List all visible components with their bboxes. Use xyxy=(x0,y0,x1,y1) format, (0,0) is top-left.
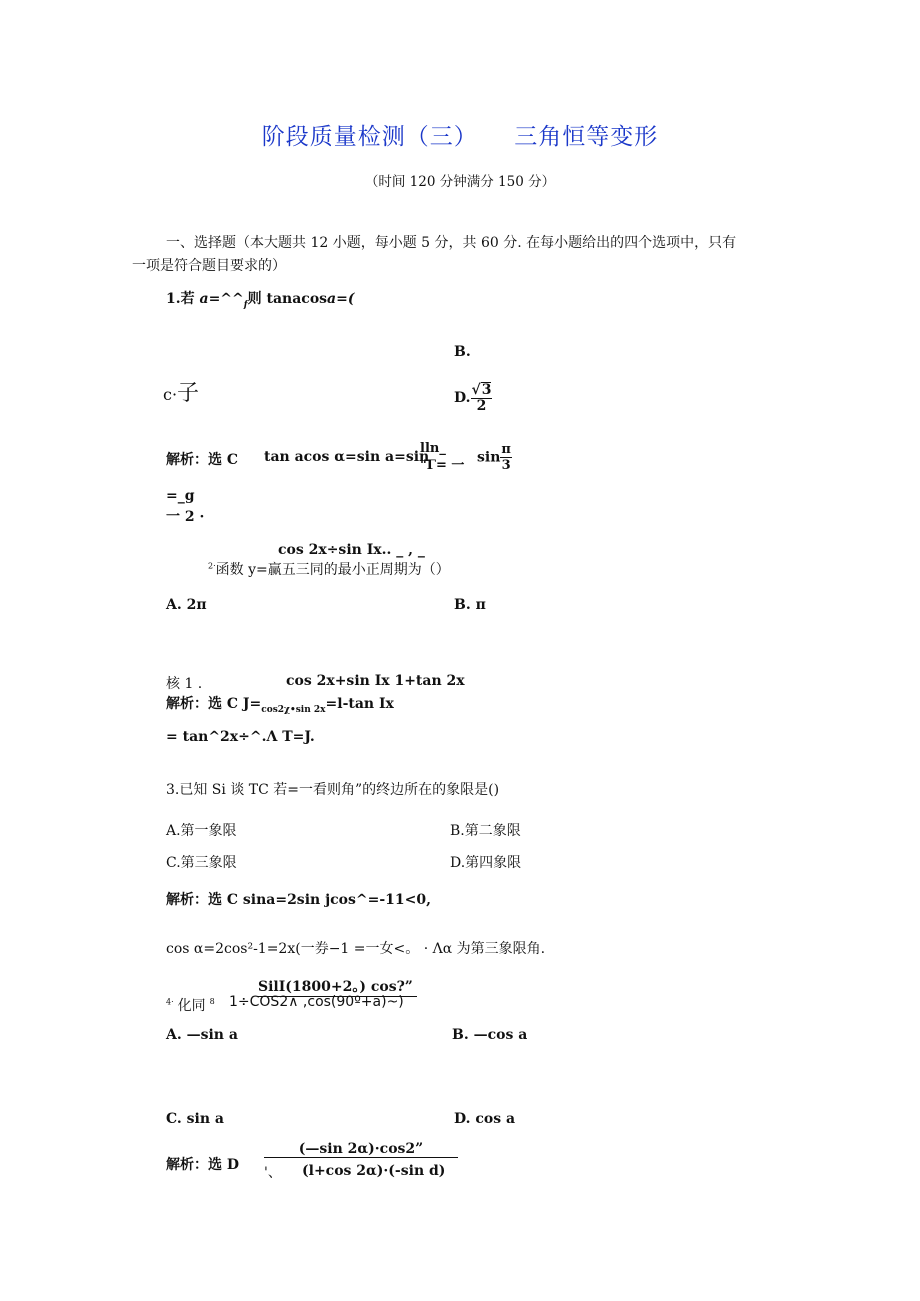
q1-option-b: B. xyxy=(454,344,471,360)
q1-solution-sin: sin $\frac{\pi}{3}$ xyxy=(477,442,511,473)
q4-solution-numerator: (—sin 2α)·cos2” xyxy=(264,1141,458,1158)
q4-option-b: B. —cos a xyxy=(452,1027,528,1043)
q2-option-a: A. 2π xyxy=(166,597,207,613)
q3-option-c: C.第三象限 xyxy=(166,855,237,871)
q3-result: cos α=2cos²-1=2x(一券−1 =一女<。 · Λα 为第三象限角. xyxy=(166,941,546,957)
q4-option-a: A. —sin a xyxy=(166,1027,238,1043)
q1-solution: 解析：选 C xyxy=(166,452,239,468)
q2-stem: $^{2\cdot}$函数 y=赢五三同的最小正周期为（） xyxy=(208,561,450,578)
q3-option-b: B.第二象限 xyxy=(450,823,521,839)
q4-option-d: D. cos a xyxy=(454,1111,516,1127)
section-intro-line2: 一项是符合题目要求的） xyxy=(132,258,286,274)
q4-denominator: 1÷COS2∧ ,cos(90º+a)~) xyxy=(229,994,404,1010)
page-title: 阶段质量检测（三） 三角恒等变形 xyxy=(261,124,659,150)
q1-option-d: D. $\frac{√3}{2}$ xyxy=(454,382,492,414)
section-intro-line1: 一、选择题（本大题共 12 小题，每小题 5 分，共 60 分. 在每小题给出的四个选项中，只有 xyxy=(166,235,737,251)
q4-stem: $^{4\cdot}$ 化同 $^8$ xyxy=(166,997,215,1014)
q3-solution: 解析：选 C sina=2sin jcos^=-11<0, xyxy=(166,892,431,908)
q1-result: =_g xyxy=(166,488,195,504)
q1-solution-fraction: lln_ "Γ= 一 xyxy=(420,441,465,473)
q1-option-c: c·子 xyxy=(163,381,200,406)
q4-solution-mark: '、 xyxy=(264,1165,282,1181)
q4-option-c: C. sin a xyxy=(166,1111,224,1127)
q3-option-d: D.第四象限 xyxy=(450,855,522,871)
q1-solution-expr: tan acos α=sin a=sin xyxy=(264,449,430,465)
q2-expression: cos 2x÷sin Ix.. _ , _ xyxy=(278,542,425,558)
q3-stem: 3.已知 Si 谈 TC 若=一看则角”的终边所在的象限是() xyxy=(166,782,500,798)
q4-solution: 解析：选 D xyxy=(166,1157,240,1173)
q2-result: = tan^2x÷^.Λ T=J. xyxy=(166,729,315,745)
q2-solution: 解析：选 C $J=_{cos2\chi•sin 2x}=l-\tan$ Ix xyxy=(166,696,394,715)
q4-solution-denominator: (l+cos 2α)·(-sin d) xyxy=(302,1163,446,1179)
q2-solution-numerator: cos 2x+sin Ix 1+tan 2x xyxy=(286,673,465,689)
q1-stem: 1.若 $a=\^{}\^{}_f$则 tanacosa=( xyxy=(166,291,355,310)
q2-option-b: B. π xyxy=(454,597,486,613)
q4-numerator: SilI(1800+2。) cos?” xyxy=(258,976,417,997)
exam-time-note: （时间 120 分钟满分 150 分） xyxy=(364,174,556,190)
q2-solution-numerator-label: 核 1 . xyxy=(166,676,203,692)
q1-result-denominator: 一 2 · xyxy=(166,509,205,525)
q3-option-a: A.第一象限 xyxy=(166,823,237,839)
